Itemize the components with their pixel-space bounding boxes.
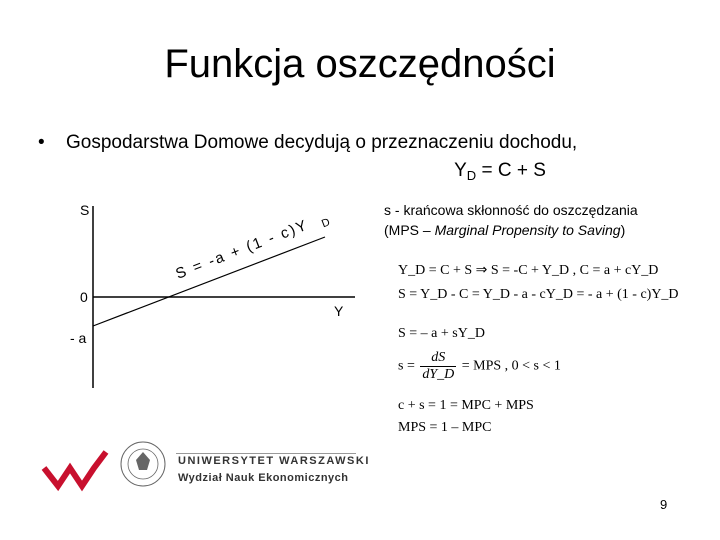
derivative-denominator: dY_D: [422, 367, 455, 382]
logo-zigzag-icon: [44, 452, 106, 486]
mps-note: [384, 200, 638, 240]
formula-row-3: S = – a + sY_D: [398, 326, 485, 341]
mps-note-line2: [384, 220, 638, 240]
derivative-numerator: dS: [420, 350, 456, 367]
page-number: 9: [660, 497, 668, 512]
formula-row-4: [398, 350, 561, 383]
line-label-sub: D: [319, 216, 332, 231]
note-open: (MPS –: [384, 222, 435, 238]
eq-rest: = C + S: [476, 160, 546, 181]
x-axis-label: Y: [334, 303, 344, 319]
row4-lhs: s =: [398, 358, 415, 374]
formula-row-1: Y_D = C + S ⇒ S = -C + Y_D , C = a + cY_D: [398, 263, 659, 278]
formula-block: [398, 262, 698, 442]
row4-rhs: = MPS , 0 < s < 1: [461, 358, 561, 374]
savings-line: [93, 237, 325, 326]
eq-y-sub: D: [466, 168, 477, 183]
note-close: ): [620, 222, 626, 238]
origin-label: 0: [80, 289, 88, 305]
logo-eagle-icon: [136, 452, 150, 470]
derivative-fraction: [420, 350, 456, 383]
mps-note-line1: s - krańcowa skłonność do oszczędzania: [384, 202, 638, 218]
eq-y: Y: [454, 160, 467, 181]
logo-university-name: UNIWERSYTET WARSZAWSKI: [178, 455, 370, 467]
intercept-label: - a: [70, 330, 87, 346]
slide-title: Funkcja oszczędności: [164, 42, 556, 86]
formula-row-6: MPS = 1 – MPC: [398, 420, 492, 435]
y-axis-label: S: [80, 202, 90, 218]
line-label: [173, 209, 331, 286]
logo-faculty-name: Wydział Nauk Ekonomicznych: [178, 472, 349, 484]
formula-row-2: S = Y_D - C = Y_D - a - cY_D = - a + (1 - c)Y_D: [398, 287, 679, 302]
bullet-dot-icon: •: [38, 132, 45, 153]
formula-row-5: c + s = 1 = MPC + MPS: [398, 398, 534, 413]
line-label-text: S = -a + (1 - c)Y: [173, 216, 311, 283]
note-italic: Marginal Propensity to Saving: [434, 222, 621, 238]
bullet-text: Gospodarstwa Domowe decydują o przeznaczeniu dochodu,: [66, 132, 578, 153]
university-logo: [40, 438, 170, 498]
